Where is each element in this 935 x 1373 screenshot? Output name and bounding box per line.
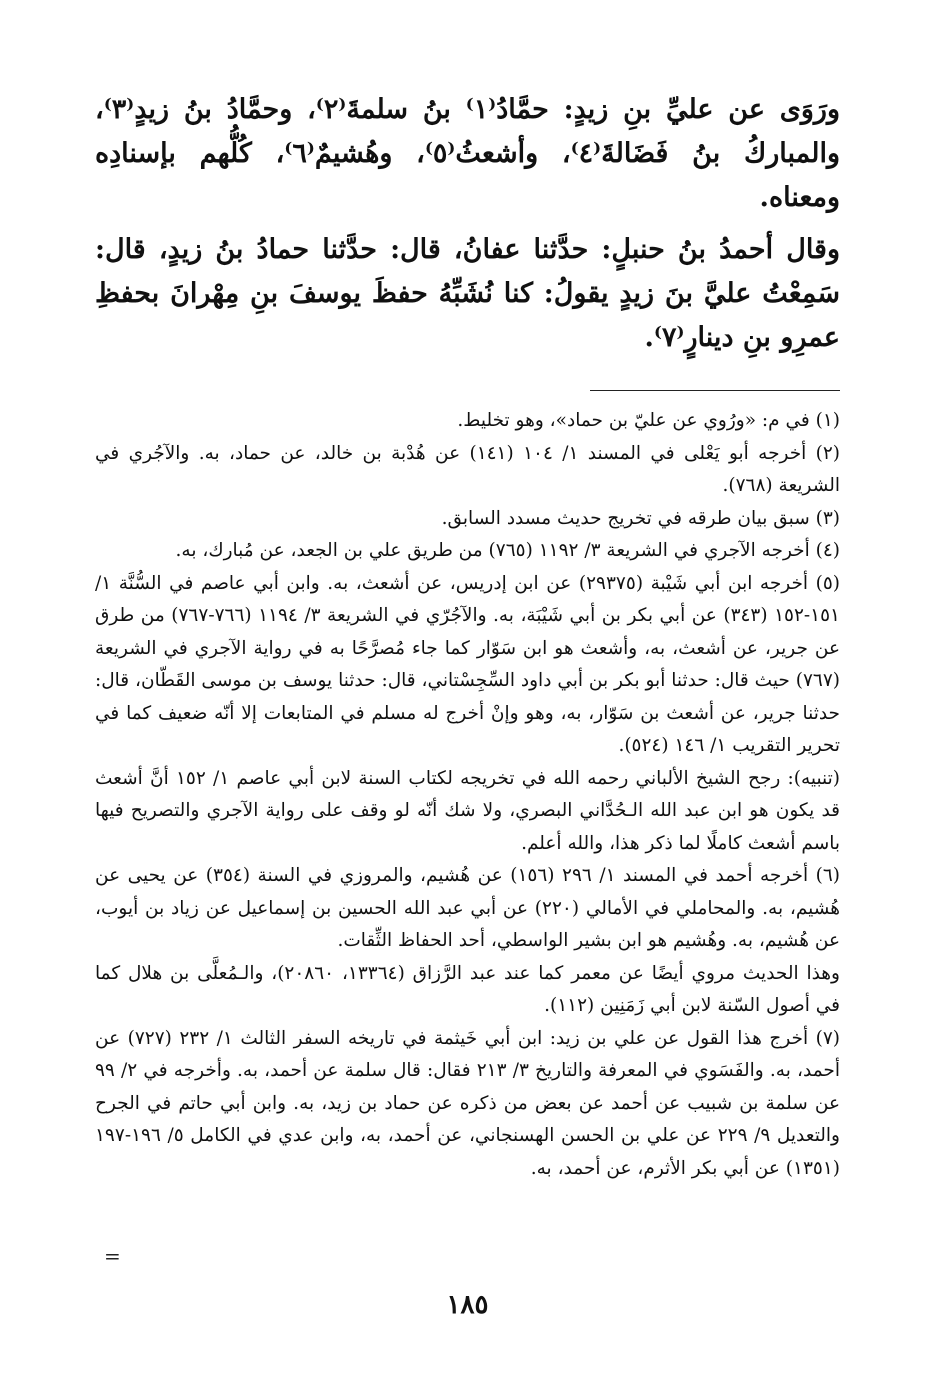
page-body	[95, 88, 840, 1185]
footnote-remark: وهذا الحديث مروي أيضًا عن معمر كما عند عبد الرَّزاق (١٣٣٦٤، ٢٠٨٦٠)، والـمُعلَّى بن هلال كما في أصول السّنة لابن أبي زَمَنِين (١١٢).	[95, 962, 840, 1016]
footnote: (٤) أخرجه الآجري في الشريعة ٣/ ١١٩٢ (٧٦٥) من طريق علي بن الجعد، عن مُبارك، به.	[175, 540, 840, 561]
footnote: (٦) أخرجه أحمد في المسند ١/ ٢٩٦ (١٥٦) عن هُشيم، والمروزي في السنة (٣٥٤) عن يحيى عن هُشيم، به. والمحاملي في الأمالي (٢٢٠) عن أبي عبد الله الحسين بن إسماعيل عن زياد بن أيوب، عن هُشيم، به. وهُشيم هو ابن بشير الواسطي، أحد الحفاظ الثِّقات.	[95, 865, 840, 951]
main-paragraph: ورَوَى عن عليِّ بنِ زيدٍ: حمَّادُ⁽١⁾ بنُ سلمةَ⁽٢⁾، وحمَّادُ بنُ زيدٍ⁽٣⁾، والمباركُ بنُ فَضَالةَ⁽٤⁾، وأشعثُ⁽٥⁾، وهُشيمٌ⁽٦⁾، كُلُّهم بإسنادِه ومعناه.	[95, 94, 841, 213]
footnote: (١) في م: «ورُوي عن عليّ بن حماد»، وهو تخليط.	[457, 410, 840, 431]
page-number: ١٨٥	[446, 1290, 489, 1320]
continuation-mark: =	[104, 1244, 121, 1268]
footnote: (٧) أخرج هذا القول عن علي بن زيد: ابن أبي خَيثمة في تاريخه السفر الثالث ١/ ٢٣٢ (٧٢٧) عن أحمد، به. والفَسَوي في المعرفة والتاريخ ٣/ ٢١٣ فقال: قال سلمة عن أحمد، به. وأخرجه في ٢/ ٩٩ عن سلمة بن شبيب عن أحمد عن بعض من ذكره عن حماد بن زيد، به. وابن أبي حاتم في الجرح والتعديل ٩/ ٢٢٩ عن علي بن الحسن الهسنجاني، عن أحمد، به، وابن عدي في الكامل ٥/ ١٩٦-١٩٧ (١٣٥١) عن أبي بكر الأثرم، عن أحمد، به.	[95, 1027, 840, 1179]
footnotes	[95, 405, 840, 1185]
footnote: (٢) أخرجه أبو يَعْلى في المسند ١/ ١٠٤ (١٤١) عن هُدْبة بن خالد، عن حماد، به. والآجُري في الشريعة (٧٦٨).	[95, 442, 841, 496]
main-paragraph: وقال أحمدُ بنُ حنبلٍ: حدَّثنا عفانُ، قال: حدَّثنا حمادُ بنُ زيدٍ، قال: سَمِعْتُ عليَّ بنَ زيدٍ يقولُ: كنا نُشَبِّهُ حفظَ يوسفَ بنِ مِهْرانَ بحفظِ عمرِو بنِ دينارٍ⁽٧⁾.	[95, 234, 840, 353]
footnote-separator	[590, 390, 840, 391]
footnote: (٣) سبق بيان طرقه في تخريج حديث مسدد السابق.	[441, 507, 840, 529]
footnote: (٥) أخرجه ابن أبي شَيْبة (٢٩٣٧٥) عن ابن إدريس، عن أشعث، به. وابن أبي عاصم في السُّنَّة ١/ ١٥١-١٥٢ (٣٤٣) عن أبي بكر بن أبي شَيْبَة، به. والآجُرّي في الشريعة ٣/ ١١٩٤ (٧٦٦-٧٦٧) من طرق عن جرير، عن أشعث، به، وأشعث هو ابن سَوّار كما جاء مُصرَّحًا به في رواية الآجري في الشريعة (٧٦٧) حيث قال: حدثنا أبو بكر بن أبي داود السِّجِسْتاني، قال: حدثنا يوسف بن موسى القَطّان، قال: حدثنا جرير، عن أشعث بن سَوّار، به، وهو وإنْ أخرج له مسلم في المتابعات إلا أنّه ضعيف كما في تحرير التقريب ١/ ١٤٦ (٥٢٤).	[95, 572, 840, 756]
footnote-remark: (تنبيه): رجح الشيخ الألباني رحمه الله في تخريجه لكتاب السنة لابن أبي عاصم ١/ ١٥٢ أنَّ أشعث قد يكون هو ابن عبد الله الـحُدَّاني البصري، ولا شك أنّه لو وقف على رواية الآجري والتصريح فيها باسم أشعث كاملًا لما ذكر هذا، والله أعلم.	[95, 767, 840, 854]
main-text	[95, 88, 840, 360]
